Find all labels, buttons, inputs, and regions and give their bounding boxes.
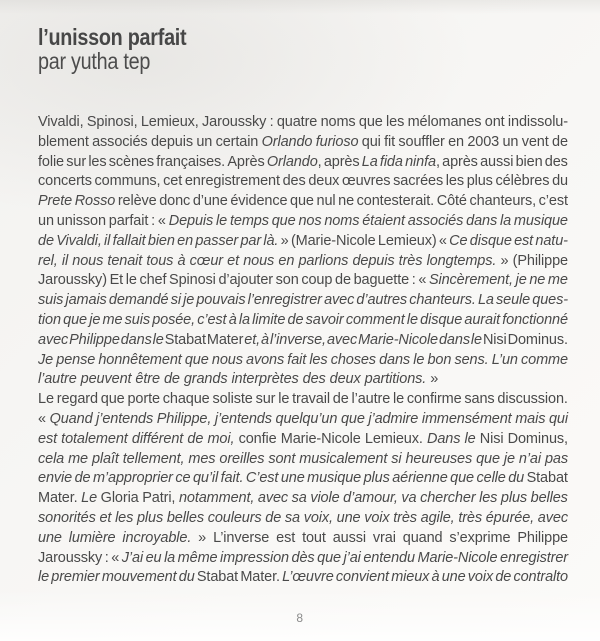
page-title: l’unisson parfait bbox=[38, 24, 187, 50]
text-line: une lumière incroyable. » L’inverse est tout aussi vrai quand s’exprime Philippe bbox=[38, 529, 568, 546]
text-line: sonorités et les plus belles couleurs de sa voix, une voix très agile, très épurée, avec bbox=[38, 509, 568, 526]
text-line: blement associés depuis un certain Orlando furioso qui fit souffler en 2003 un vent de bbox=[38, 133, 568, 150]
text-line: suis jamais demandé si je pouvais l’enregistrer avec d’autres chanteurs. La seule ques- bbox=[38, 292, 568, 309]
text-line: Prete Rosso relève donc d’une évidence que nul ne contesterait. Côté chanteurs, c’est bbox=[38, 193, 568, 210]
text-line: folie sur les scènes françaises. Après Orlando, après La fida ninfa, après aussi bien des bbox=[38, 153, 568, 170]
text-line: un unisson parfait : « Depuis le temps que nos noms étaient associés dans la musique bbox=[38, 212, 568, 229]
page-subtitle: par yutha tep bbox=[38, 48, 151, 74]
text-line: est totalement différent de moi, confie Marie-Nicole Lemieux. Dans le Nisi Dominus, bbox=[38, 430, 568, 447]
text-line: envie de m’approprier ce qu’il fait. C’est une musique plus aérienne que celle du Stabat bbox=[38, 470, 568, 487]
text-line: Je pense honnêtement que nous avons fait les choses dans le bon sens. L’un comme bbox=[38, 351, 568, 368]
text-line: Vivaldi, Spinosi, Lemieux, Jaroussky : quatre noms que les mélomanes ont indissolu- bbox=[38, 114, 568, 130]
text-line: Mater. Le Gloria Patri, notamment, avec sa viole d’amour, va chercher les plus belles bbox=[38, 490, 568, 507]
text-line: rel, il nous tenait tous à cœur et nous en parlions depuis très longtemps. » (Philippe bbox=[38, 252, 568, 269]
text-line: cela me plaît tellement, mes oreilles sont musicalement si heureuses que je n’ai pas bbox=[38, 450, 568, 467]
body-text bbox=[38, 113, 568, 588]
text-line: tion que je me suis posée, c’est à la limite de savoir comment le disque aurait fonctionné bbox=[38, 311, 568, 328]
text-line: avec Philippe dans le Stabat Mater et, à l’inverse, avec Marie-Nicole dans le Nisi Dominus. bbox=[38, 331, 568, 348]
text-line: l’autre peuvent être de grands interprètes des deux partitions. » bbox=[38, 371, 439, 388]
text-line: Jaroussky : « J’ai eu la même impression dès que j’ai entendu Marie-Nicole enregistrer bbox=[38, 549, 568, 566]
text-line: le premier mouvement du Stabat Mater. L’œuvre convient mieux à une voix de contralto bbox=[38, 569, 568, 586]
text-line: concerts communs, cet enregistrement des deux œuvres sacrées les plus célèbres du bbox=[38, 173, 568, 190]
title-block bbox=[38, 25, 211, 73]
text-line: Jaroussky) Et le chef Spinosi d’ajouter son coup de baguette : « Sincèrement, je ne me bbox=[38, 272, 568, 289]
text-line: « Quand j’entends Philippe, j’entends quelqu’un que j’admire immensément mais qui bbox=[38, 410, 568, 427]
page-number: 8 bbox=[296, 611, 304, 625]
text-line: de Vivaldi, il fallait bien en passer par là. » (Marie-Nicole Lemieux) « Ce disque est natu- bbox=[38, 232, 568, 249]
text-line: Le regard que porte chaque soliste sur le travail de l’autre le confirme sans discussion. bbox=[38, 391, 568, 408]
